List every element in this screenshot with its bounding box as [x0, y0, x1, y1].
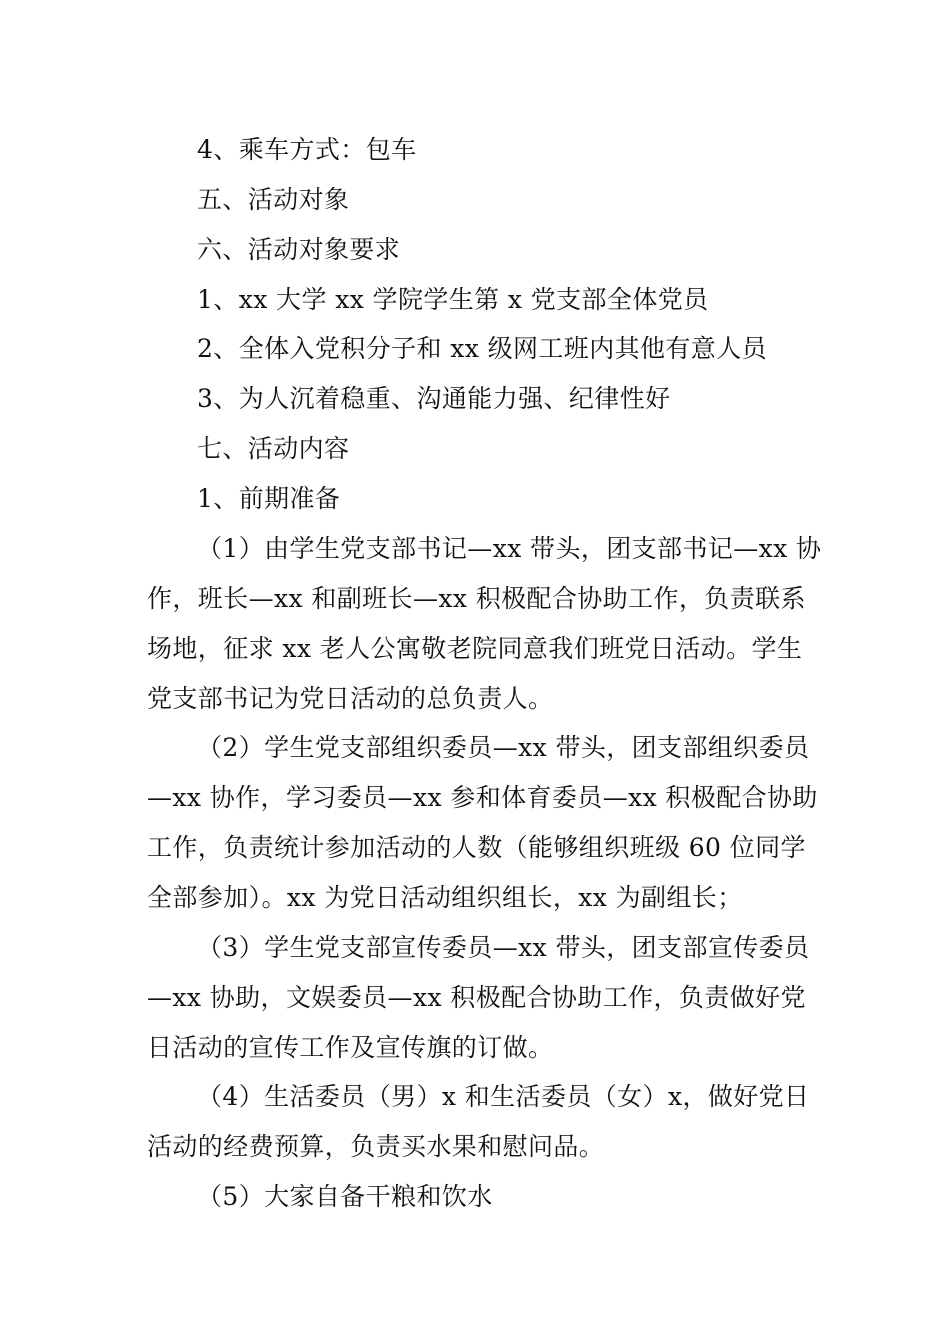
list-item: 2、全体入党积分子和 xx 级网工班内其他有意人员 — [197, 334, 767, 363]
paragraph-line: （2）学生党支部组织委员—xx 带头，团支部组织委员 — [197, 733, 810, 762]
paragraph-line: （4）生活委员（男）x 和生活委员（女）x，做好党日 — [197, 1082, 810, 1111]
paragraph-line: （3）学生党支部宣传委员—xx 带头，团支部宣传委员 — [197, 933, 810, 962]
paragraph-line: —xx 协作，学习委员—xx 参和体育委员—xx 积极配合协助 — [147, 783, 818, 812]
section-heading: 六、活动对象要求 — [197, 235, 401, 264]
paragraph-line: 作，班长—xx 和副班长—xx 积极配合协助工作，负责联系 — [147, 584, 806, 613]
paragraph-line: 活动的经费预算，负责买水果和慰问品。 — [147, 1132, 605, 1161]
paragraph-line: —xx 协助，文娱委员—xx 积极配合协助工作，负责做好党 — [147, 983, 806, 1012]
text-line: 4、乘车方式：包车 — [197, 135, 417, 164]
paragraph-line: 全部参加）。xx 为党日活动组织组长，xx 为副组长； — [147, 883, 743, 912]
subsection-heading: 1、前期准备 — [197, 484, 341, 513]
paragraph-line: （1）由学生党支部书记—xx 带头，团支部书记—xx 协 — [197, 534, 822, 563]
paragraph-line: 工作，负责统计参加活动的人数（能够组织班级 60 位同学 — [147, 833, 806, 862]
list-item: 3、为人沉着稳重、沟通能力强、纪律性好 — [197, 384, 671, 413]
paragraph-line: （5）大家自备干粮和饮水 — [197, 1182, 493, 1211]
section-heading: 七、活动内容 — [197, 434, 350, 463]
paragraph-line: 日活动的宣传工作及宣传旗的订做。 — [147, 1033, 554, 1062]
paragraph-line: 场地，征求 xx 老人公寓敬老院同意我们班党日活动。学生 — [147, 634, 803, 663]
list-item: 1、xx 大学 xx 学院学生第 x 党支部全体党员 — [197, 285, 709, 314]
paragraph-line: 党支部书记为党日活动的总负责人。 — [147, 684, 554, 713]
section-heading: 五、活动对象 — [197, 185, 350, 214]
